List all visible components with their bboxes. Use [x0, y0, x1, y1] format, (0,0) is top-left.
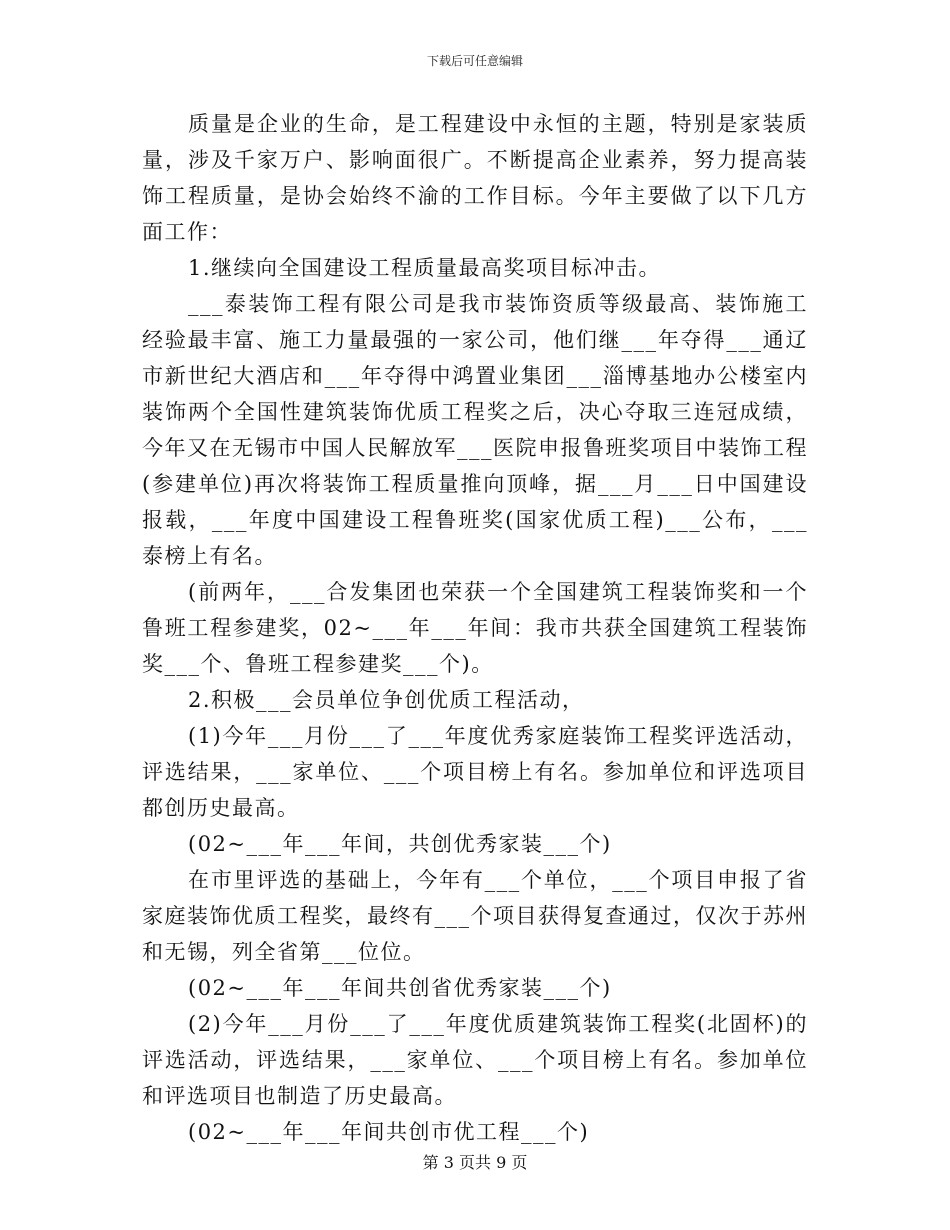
paragraph-sub-item-1: (1)今年___月份___了___年度优秀家庭装饰工程奖评选活动，评选结果，___家单位、___个项目榜上有名。参加单位和评选项目都创历史最高。: [142, 724, 808, 820]
document-body: [142, 106, 808, 1150]
paragraph-intro: 质量是企业的生命，是工程建设中永恒的主题，特别是家装质量，涉及千家万户、影响面很广。不断提高企业素养，努力提高装饰工程质量，是协会始终不渝的工作目标。今年主要做了以下几方面工作：: [142, 112, 808, 244]
paragraph-provincial-total: (02~___年___年间共创省优秀家装___个): [188, 976, 612, 1000]
paragraph-home-decoration-total: (02~___年___年间，共创优秀家装___个): [188, 832, 612, 856]
paragraph-city-total: (02~___年___年间共创市优工程___个): [188, 1120, 590, 1144]
paragraph-item-2-heading: 2.积极___会员单位争创优质工程活动，: [188, 688, 585, 712]
paragraph-previous-years: (前两年，___合发集团也荣获一个全国建筑工程装饰奖和一个鲁班工程参建奖，02~___年___年间：我市共获全国建筑工程装饰奖___个、鲁班工程参建奖___个)。: [142, 580, 808, 676]
paragraph-sub-item-2: (2)今年___月份___了___年度优质建筑装饰工程奖(北固杯)的评选活动，评选结果，___家单位、___个项目榜上有名。参加单位和评选项目也制造了历史最高。: [142, 1012, 808, 1108]
paragraph-company-achievement: ___泰装饰工程有限公司是我市装饰资质等级最高、装饰施工经验最丰富、施工力量最强的一家公司，他们继___年夺得___通辽市新世纪大酒店和___年夺得中鸿置业集团___淄博基地办公楼室内装饰两个全国性建筑装饰优质工程奖之后，决心夺取三连冠成绩，今年又在无锡市中国人民解放军___医院申报鲁班奖项目中装饰工程(参建单位)再次将装饰工程质量推向顶峰，据___月___日中国建设报载，___年度中国建设工程鲁班奖(国家优质工程)___公布，___泰榜上有名。: [142, 292, 808, 568]
paragraph-provincial-award: 在市里评选的基础上，今年有___个单位，___个项目申报了省家庭装饰优质工程奖，最终有___个项目获得复查通过，仅次于苏州和无锡，列全省第___位位。: [142, 868, 808, 964]
page-number: 第 3 页共 9 页: [422, 1153, 528, 1172]
page-header: 下载后可任意编辑: [426, 54, 523, 68]
paragraph-item-1-heading: 1.继续向全国建设工程质量最高奖项目标冲击。: [188, 256, 662, 280]
